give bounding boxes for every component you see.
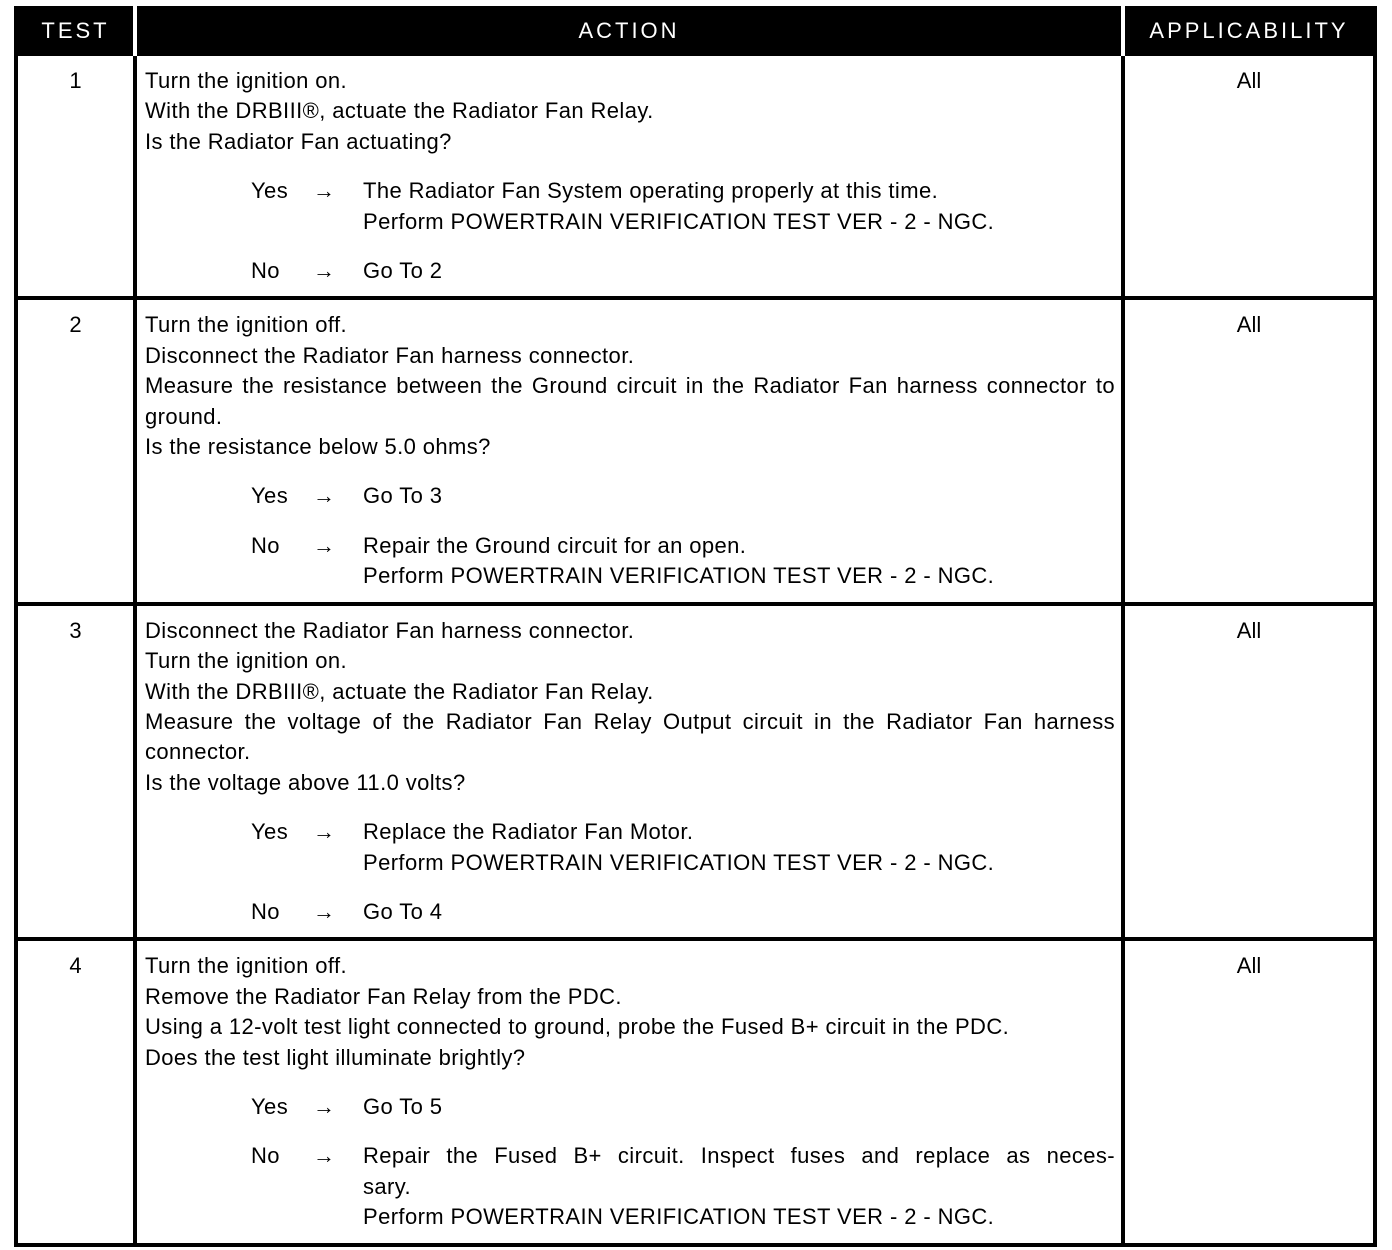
outcome-line: Perform POWERTRAIN VERIFICATION TEST VER - 2 - NGC. (363, 849, 995, 875)
outcome-label: No (251, 898, 280, 924)
table-row (16, 604, 1375, 940)
outcome-label: No (251, 1143, 280, 1169)
yes-outcome (251, 817, 1115, 878)
right-arrow-icon: → (313, 1143, 336, 1169)
no-outcome (251, 897, 1115, 927)
no-outcome (251, 256, 1115, 286)
action-step: Turn the ignition off. (145, 312, 348, 338)
action-step: Turn the ignition on. (145, 648, 348, 674)
action-step: Using a 12-volt test light connected to ground, probe the Fused B+ circuit in the PDC. (145, 1014, 1010, 1040)
action-step: Does the test light illuminate brightly? (145, 1044, 526, 1070)
table-row (16, 298, 1375, 603)
yes-outcome (251, 1092, 1115, 1122)
action-step: Disconnect the Radiator Fan harness connector. (145, 342, 635, 368)
table-header-row (16, 8, 1375, 54)
right-arrow-icon: → (313, 258, 336, 284)
outcome-text (363, 256, 1115, 286)
outcome-text (363, 531, 1115, 592)
outcome-line: Replace the Radiator Fan Motor. (363, 819, 694, 845)
applicability-value: All (1123, 54, 1375, 298)
right-arrow-icon: → (313, 532, 336, 558)
outcome-line: Go To 2 (363, 258, 443, 284)
applicability-value: All (1123, 298, 1375, 603)
outcome-label: Yes (251, 483, 289, 509)
action-cell (135, 604, 1123, 940)
action-step: Measure the resistance between the Ground circuit in the Radiator Fan harness connector to ground. (145, 373, 1115, 429)
action-step: With the DRBIII®, actuate the Radiator Fan Relay. (145, 98, 654, 124)
action-step: Is the voltage above 11.0 volts? (145, 769, 466, 795)
test-number: 2 (16, 298, 135, 603)
header-applicability: APPLICABILITY (1123, 8, 1375, 54)
outcome-label: Yes (251, 819, 289, 845)
action-cell (135, 54, 1123, 298)
outcome-text (363, 817, 1115, 878)
outcome-line: Repair the Ground circuit for an open. (363, 532, 747, 558)
test-number: 1 (16, 54, 135, 298)
outcome-text (363, 481, 1115, 511)
table-row (16, 939, 1375, 1244)
action-step: Turn the ignition off. (145, 953, 348, 979)
right-arrow-icon: → (313, 898, 336, 924)
action-step: Measure the voltage of the Radiator Fan Relay Output circuit in the Radiator Fan harness connector. (145, 708, 1115, 765)
test-number: 3 (16, 604, 135, 940)
outcome-label: Yes (251, 1093, 289, 1119)
outcome-label: Yes (251, 178, 289, 204)
outcome-line: Perform POWERTRAIN VERIFICATION TEST VER - 2 - NGC. (363, 1204, 995, 1230)
outcome-line: Go To 5 (363, 1093, 443, 1119)
action-step: Disconnect the Radiator Fan harness connector. (145, 617, 635, 643)
outcome-text (363, 1092, 1115, 1122)
right-arrow-icon: → (313, 178, 336, 204)
outcome-label: No (251, 258, 280, 284)
no-outcome (251, 531, 1115, 592)
outcome-label: No (251, 532, 280, 558)
outcome-line: Go To 3 (363, 483, 443, 509)
outcome-line: Go To 4 (363, 898, 443, 924)
action-step: Turn the ignition on. (145, 68, 348, 93)
yes-outcome (251, 481, 1115, 511)
action-step: Is the resistance below 5.0 ohms? (145, 434, 491, 460)
header-test: TEST (16, 8, 135, 54)
outcome-text (363, 897, 1115, 927)
right-arrow-icon: → (313, 483, 336, 509)
outcome-line: sary. (363, 1173, 412, 1199)
outcome-line: Perform POWERTRAIN VERIFICATION TEST VER - 2 - NGC. (363, 563, 995, 589)
applicability-value: All (1123, 939, 1375, 1244)
outcome-line: Perform POWERTRAIN VERIFICATION TEST VER - 2 - NGC. (363, 208, 995, 234)
outcome-text (363, 176, 1115, 237)
action-cell (135, 298, 1123, 603)
test-number: 4 (16, 939, 135, 1244)
outcome-line: Repair the Fused B+ circuit. Inspect fuses and replace as neces- (363, 1143, 1115, 1169)
right-arrow-icon: → (313, 819, 336, 845)
outcome-line: The Radiator Fan System operating properly at this time. (363, 178, 939, 204)
applicability-value: All (1123, 604, 1375, 940)
right-arrow-icon: → (313, 1093, 336, 1119)
table-row (16, 54, 1375, 298)
action-step: With the DRBIII®, actuate the Radiator Fan Relay. (145, 678, 654, 704)
yes-outcome (251, 176, 1115, 237)
diagnostic-test-table (14, 6, 1377, 1247)
header-action: ACTION (135, 8, 1123, 54)
action-step: Remove the Radiator Fan Relay from the PDC. (145, 983, 622, 1009)
outcome-text (363, 1141, 1115, 1232)
no-outcome (251, 1141, 1115, 1232)
action-step: Is the Radiator Fan actuating? (145, 128, 452, 154)
action-cell (135, 939, 1123, 1244)
table-body (16, 54, 1375, 1245)
